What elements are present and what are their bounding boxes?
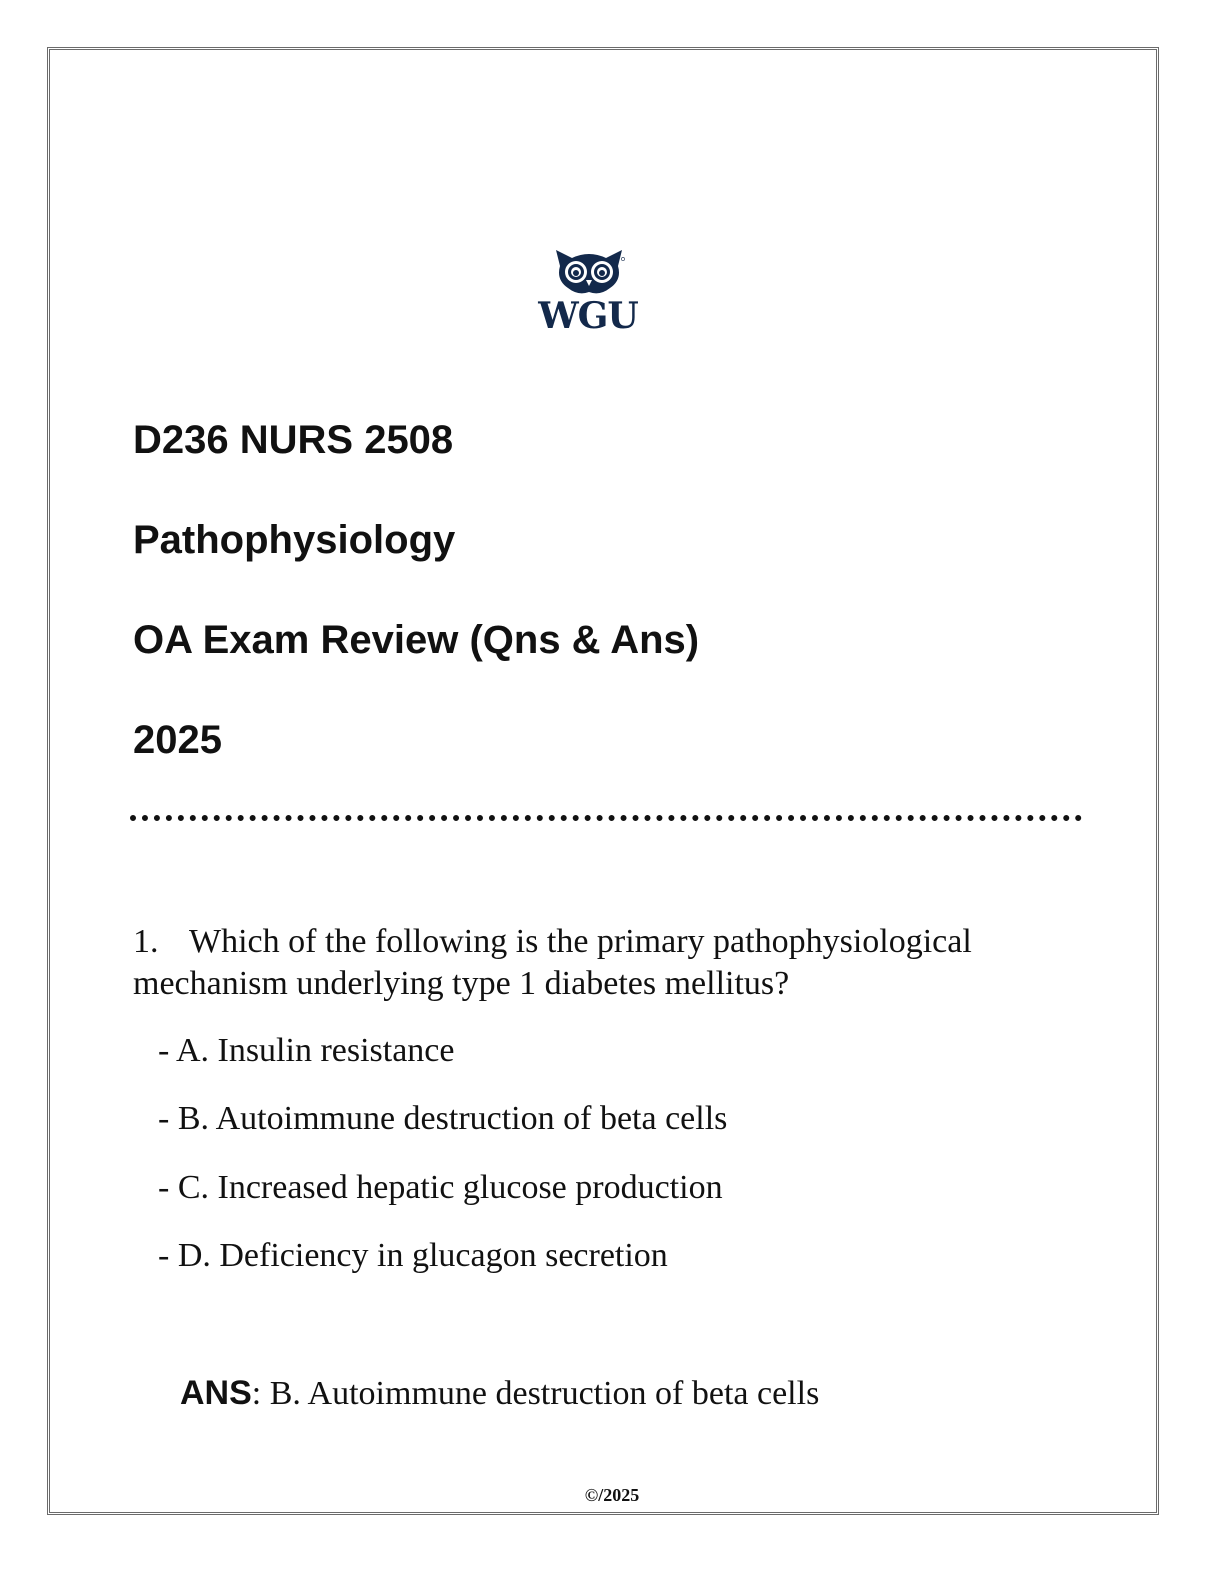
question-number: 1. (133, 923, 159, 960)
document-year: 2025 (133, 718, 222, 762)
option-a: - A. Insulin resistance (158, 1032, 455, 1069)
option-c: - C. Increased hepatic glucose production (158, 1169, 723, 1206)
question-1 (133, 921, 1093, 1005)
answer (180, 1372, 819, 1415)
document-type: OA Exam Review (Qns & Ans) (133, 618, 700, 662)
answer-label: ANS (180, 1374, 252, 1412)
option-d: - D. Deficiency in glucagon secretion (158, 1237, 668, 1274)
wgu-logo (530, 244, 646, 344)
owl-icon (552, 246, 626, 296)
dotted-divider (130, 815, 1082, 821)
question-text: Which of the following is the primary pathophysiological mechanism underlying type 1 diabetes mellitus? (133, 923, 972, 1002)
answer-text: : B. Autoimmune destruction of beta cells (251, 1375, 820, 1412)
option-b: - B. Autoimmune destruction of beta cells (158, 1100, 728, 1137)
course-code: D236 NURS 2508 (133, 418, 454, 462)
copyright-footer: ©/2025 (584, 1485, 640, 1505)
logo-wordmark: WGU (538, 295, 638, 337)
course-name: Pathophysiology (133, 518, 456, 562)
